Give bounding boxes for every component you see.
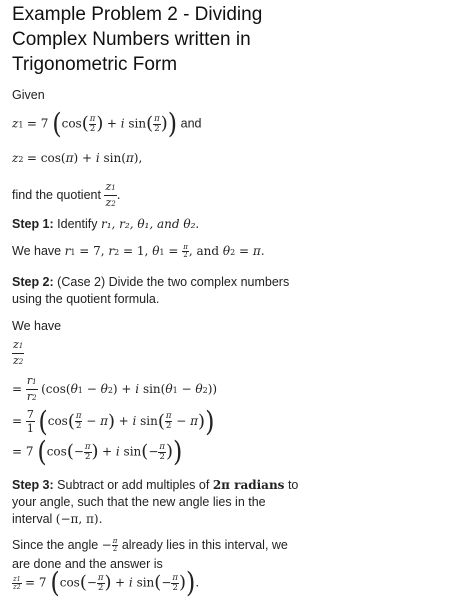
title-line-1: Example Problem 2 - Dividing (12, 4, 263, 25)
derivation-line-2: = $\frac{7}{1}$ (cos( $\frac{\pi}{2}$ − π) + i sin( $\frac{\pi}{2}$ − π)) (12, 405, 215, 438)
given-label: Given (12, 88, 45, 102)
document-page (12, 0, 462, 600)
find-quotient-line: find the quotient $\frac{z1}{z2}$ . (12, 180, 121, 209)
equation-z1: z1 = 7 (cos( $\frac{\pi}{2}$ ) + i sin( $\frac{\pi}{2}$ )) and (12, 107, 202, 141)
derivation-line-1: = $\frac{r1}{r2}$ (cos(θ1 − θ2) + i sin(θ1 − θ2)) (12, 374, 218, 403)
we-have-values-line: We have r1 = 7, r2 = 1, θ1 = $\frac{\pi}{2}$ , and θ2 = π. (12, 243, 265, 260)
title-line-2: Complex Numbers written in (12, 29, 251, 50)
conclusion-line-2: are done and the answer is (12, 557, 163, 571)
page-title (12, 0, 462, 77)
derivation-line-3: = 7 (cos(− $\frac{\pi}{2}$ ) + i sin(− $\frac{\pi}{2}$ )) (12, 435, 183, 469)
final-answer: $\frac{z1}{z2}$ = 7 (cos(− $\frac{\pi}{2}$ ) + i sin(− $\frac{\pi}{2}$ )). (13, 566, 200, 600)
step2-line-2: using the quotient formula. (12, 292, 160, 306)
step2-line-1: Step 2: (Case 2) Divide the two complex numbers (12, 275, 290, 289)
conclusion-line-1: Since the angle − $\frac{\pi}{2}$ already lies in this interval, we (12, 537, 288, 554)
step3-line-1: Step 3: Subtract or add multiples of 2π radians to (12, 478, 299, 492)
we-have-label: We have (12, 319, 62, 333)
equation-z2: z2 = cos(π) + i sin(π), (12, 151, 143, 165)
step3-line-2: your angle, such that the new angle lies in the (12, 495, 266, 509)
title-line-3: Trigonometric Form (12, 54, 178, 75)
step3-line-3: interval (−π, π). (12, 512, 103, 526)
step1-line: Step 1: Identify r₁, r₂, θ₁, and θ₂. (12, 217, 200, 231)
quotient-fraction: $\frac{z1}{z2}$ (13, 338, 24, 367)
